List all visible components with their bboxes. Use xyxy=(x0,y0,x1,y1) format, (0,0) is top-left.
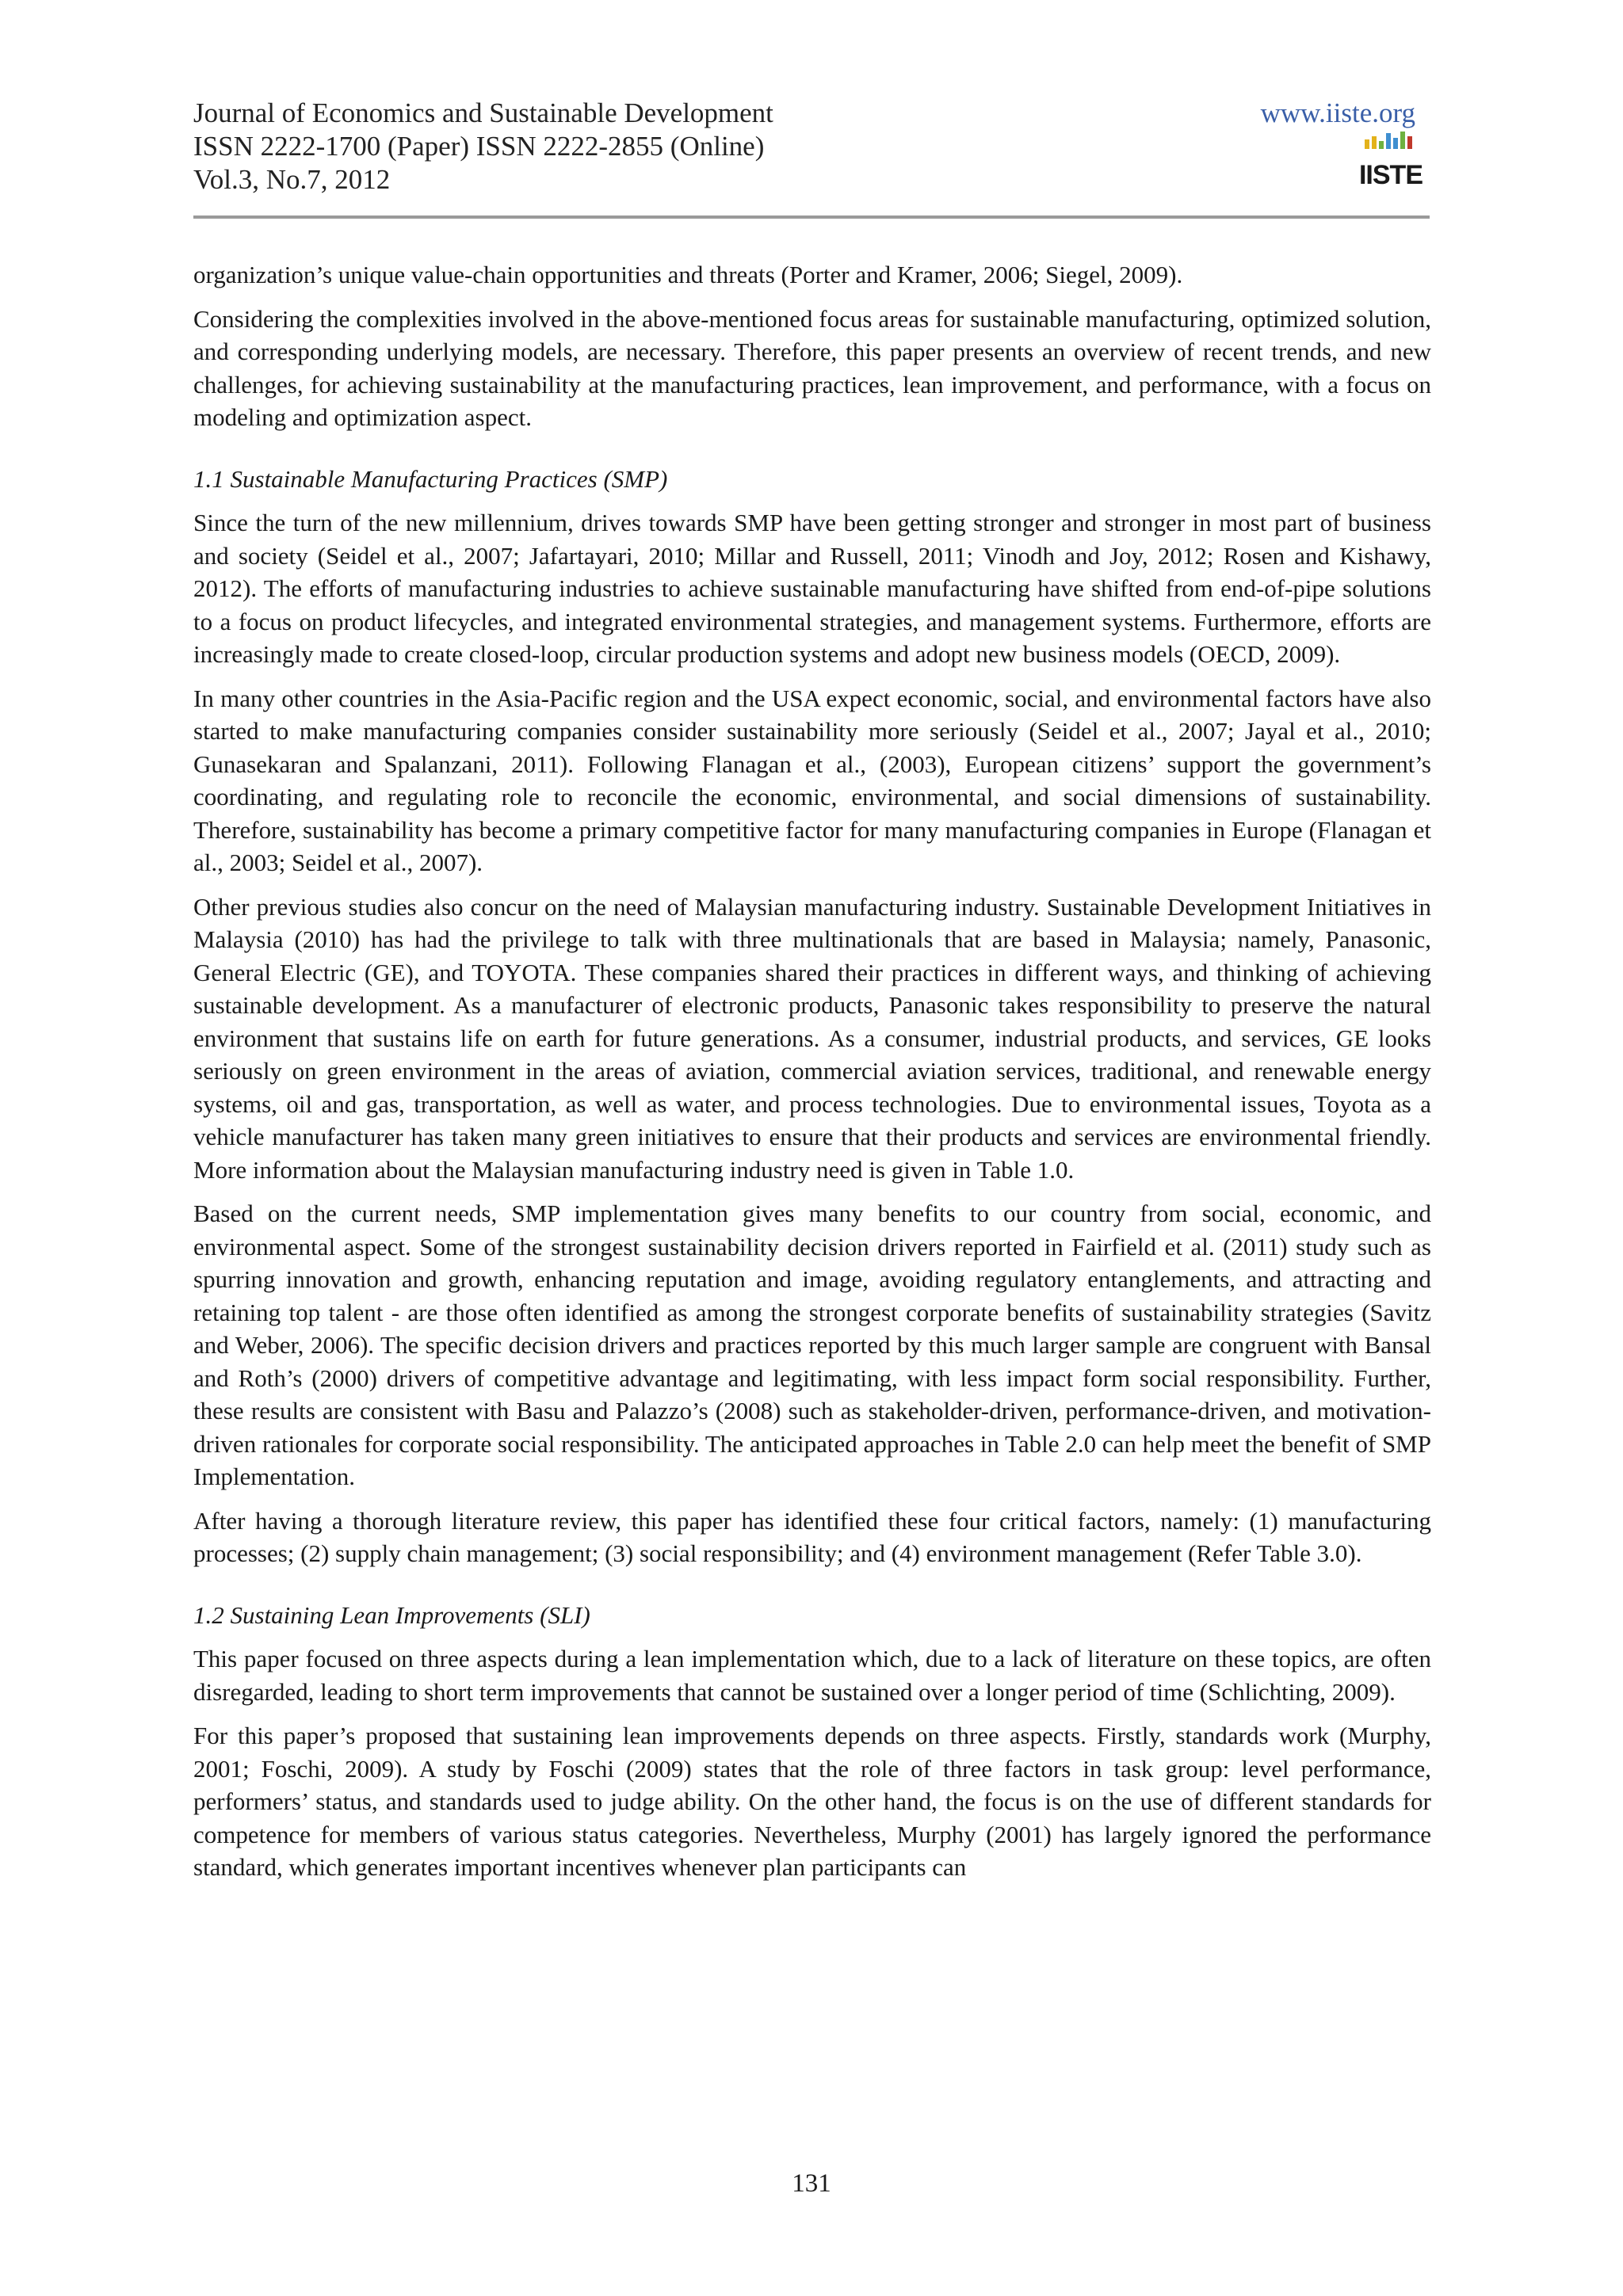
paragraph: Since the turn of the new millennium, drives towards SMP have been getting stronger and stronger in most part of business and society (Seidel et al., 2007; Jafartayari, 2010; Millar and Russell, 2011; Vinodh and Joy, 2012; Rosen and Kishawy, 2012). The efforts of manufacturing industries to achieve sustainable manufacturing have shifted from end-of-pipe solutions to a focus on product lifecycles, and integrated environmental strategies, and management systems. Furthermore, efforts are increasingly made to create closed-loop, circular production systems and adopt new business models (OECD, 2009). xyxy=(193,509,1431,668)
journal-info xyxy=(193,97,773,196)
header-rule xyxy=(193,215,1430,219)
section-heading-sli: 1.2 Sustaining Lean Improvements (SLI) xyxy=(193,1600,590,1629)
journal-volume: Vol.3, No.7, 2012 xyxy=(193,164,391,195)
journal-issn: ISSN 2222-1700 (Paper) ISSN 2222-2855 (Online) xyxy=(193,131,765,162)
paragraph: Considering the complexities involved in the above-mentioned focus areas for sustainable manufacturing, optimized solution, and corresponding underlying models, are necessary. Therefore, this paper presents an overview of recent trends, and new challenges, for achieving sustainability at the manufacturing practices, lean improvement, and performance, with a focus on modeling and optimization aspect. xyxy=(193,304,1431,431)
journal-title: Journal of Economics and Sustainable Development xyxy=(193,97,773,128)
iiste-logo xyxy=(1358,128,1423,195)
paragraph: Other previous studies also concur on the need of Malaysian manufacturing industry. Sustainable Development Initiatives in Malaysia (2010) has had the privilege to talk with three multinationals that are based in Malaysia; namely, Panasonic, General Electric (GE), and TOYOTA. These companies shared their practices in different ways, and thinking of achieving sustainable development. As a manufacturer of electronic products, Panasonic takes responsibility to preserve the natural environment that sustains life on earth for future generations. As a consumer, industrial products, and services, GE looks seriously on green environment in the areas of aviation, commercial aviation services, traditional, and renewable energy systems, oil and gas, transportation, as well as water, and process technologies. Due to environmental issues, Toyota as a vehicle manufacturer has taken many green initiatives to ensure that their products and services are environmental friendly. More information about the Malaysian manufacturing industry need is given in Table 1.0. xyxy=(193,892,1431,1184)
page-header xyxy=(193,93,1430,212)
article-body xyxy=(193,258,1431,1895)
svg-text:IISTE: IISTE xyxy=(1358,160,1423,190)
paragraph: organization’s unique value-chain opportunities and threats (Porter and Kramer, 2006; Siegel, 2009). xyxy=(193,261,1183,288)
paragraph: In many other countries in the Asia-Pacific region and the USA expect economic, social, and environmental factors have also started to make manufacturing companies consider sustainability more seriously (Seidel et al., 2007; Jayal et al., 2010; Gunasekaran and Spalanzani, 2011). Following Flanagan et al., (2003), European citizens’ support the government’s coordinating, and regulating role to reconcile the economic, environmental, and social dimensions of sustainability. Therefore, sustainability has become a primary competitive factor for many manufacturing companies in Europe (Flanagan et al., 2003; Seidel et al., 2007). xyxy=(193,684,1431,876)
paragraph: This paper focused on three aspects during a lean implementation which, due to a lack of literature on these topics, are often disregarded, leading to short term improvements that cannot be sustained over a longer period of time (Schlichting, 2009). xyxy=(193,1645,1431,1706)
journal-url[interactable]: www.iiste.org xyxy=(1260,97,1415,128)
paragraph: Based on the current needs, SMP implementation gives many benefits to our country from social, economic, and environmental aspect. Some of the strongest sustainability decision drivers reported in Fairfield et al. (2011) study such as spurring innovation and growth, enhancing reputation and image, avoiding regulatory entanglements, and attracting and retaining top talent - are those often identified as among the strongest corporate benefits of sustainability strategies (Savitz and Weber, 2006). The specific decision drivers and practices reported by this much larger sample are congruent with Bansal and Roth’s (2000) drivers of competitive advantage and legitimating, with less impact form social responsibility. Further, these results are consistent with Basu and Palazzo’s (2008) such as stakeholder-driven, performance-driven, and motivation-driven rationales for corporate social responsibility. The anticipated approaches in Table 2.0 can help meet the benefit of SMP Implementation. xyxy=(193,1199,1431,1490)
section-heading-smp: 1.1 Sustainable Manufacturing Practices (SMP) xyxy=(193,464,668,493)
paragraph: For this paper’s proposed that sustaining lean improvements depends on three aspects. Firstly, standards work (Murphy, 2001; Foschi, 2009). A study by Foschi (2009) states that the role of three factors in task group: level performance, performers’ status, and standards used to judge ability. On the other hand, the focus is on the use of different standards for competence for members of various status categories. Nevertheless, Murphy (2001) has largely ignored the performance standard, which generates important incentives whenever plan participants can xyxy=(193,1722,1431,1881)
page-number: 131 xyxy=(792,2169,831,2198)
paragraph: After having a thorough literature review, this paper has identified these four critical factors, namely: (1) manufacturing processes; (2) supply chain management; (3) social responsibility; and (4) environment management (Refer Table 3.0). xyxy=(193,1506,1431,1567)
